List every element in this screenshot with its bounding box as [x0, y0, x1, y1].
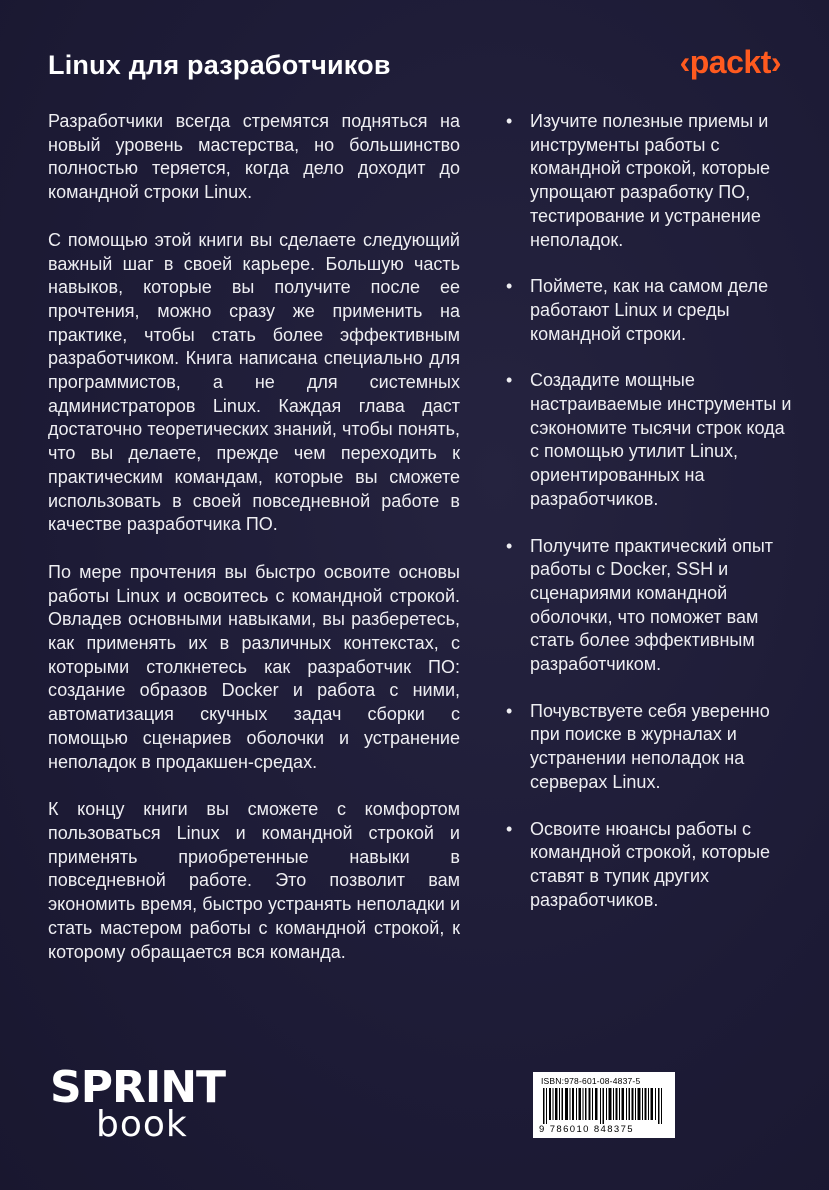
feature-text: Получите практический опыт работы с Docker, SSH и сценариями командной оболочки, что поможет вам стать более эффективным разработчиком.	[530, 535, 773, 675]
feature-text: Создадите мощные настраиваемые инструменты и сэкономите тысячи строк кода с помощью утилит Linux, ориентированных на разработчиков.	[530, 370, 792, 509]
feature-item	[506, 110, 796, 252]
feature-text: Освоите нюансы работы с командной строкой, которые ставят в тупик других разработчиков.	[530, 818, 771, 910]
feature-text: Почувствуете себя уверенно при поиске в журналах и устранении неполадок на серверах Linux.	[530, 700, 770, 792]
bullet-icon: •	[506, 111, 513, 131]
features-list	[506, 110, 796, 935]
description-paragraph: По мере прочтения вы быстро освоите основы работы Linux и освоитесь с командной строкой. Овладев основными навыками, вы разберетесь, как применять их в различных контекстах, с которыми столкнетесь как разработчик ПО: создание образов Docker и работа с ними, автоматизация скучных задач сборки с помощью сценариев оболочки и устранение неполадок в продакшен-средах.	[48, 561, 460, 772]
description-paragraph: Разработчики всегда стремятся подняться на новый уровень мастерства, но большинство полностью теряется, когда дело доходит до командной строки Linux.	[48, 111, 460, 203]
bullet-icon: •	[506, 535, 513, 556]
barcode-digits: 9 786010 848375	[539, 1124, 634, 1135]
imprint-name: SPRINT	[50, 1062, 226, 1113]
imprint-subname: book	[96, 1104, 188, 1145]
description-paragraph: К концу книги вы сможете с комфортом пользоваться Linux и командной строкой и применять приобретенные навыки в повседневной работе. Это позволит вам экономить время, быстро устранять неполадки и стать мастером работы с командной строкой, к которому обращается вся команда.	[48, 799, 460, 962]
barcode-icon	[543, 1088, 665, 1124]
feature-item	[506, 369, 796, 511]
feature-item	[506, 818, 796, 913]
bullet-icon: •	[506, 370, 513, 391]
sprint-book-logo	[50, 1062, 226, 1145]
book-title: Linux для разработчиков	[48, 50, 391, 80]
publisher-logo: ‹packt›	[679, 44, 781, 80]
isbn-barcode	[533, 1072, 675, 1138]
feature-text: Изучите полезные приемы и инструменты работы с командной строкой, которые упрощают разработку ПО, тестирование и устранение неполадок.	[530, 111, 771, 250]
bullet-icon: •	[506, 276, 513, 297]
feature-item	[506, 535, 796, 677]
bullet-icon: •	[506, 700, 513, 721]
description-column	[48, 110, 460, 988]
feature-text: Поймете, как на самом деле работают Linux и среды командной строки.	[530, 276, 769, 344]
feature-item	[506, 275, 796, 346]
isbn-number: ISBN:978-601-08-4837-5	[541, 1076, 641, 1086]
description-paragraph: С помощью этой книги вы сделаете следующий важный шаг в своей карьере. Большую часть навыков, которые вы получите после ее прочтения, можно сразу же применить на практике, чтобы стать более эффективным разработчиком. Книга написана специально для программистов, а не для системных администраторов Linux. Каждая глава даст достаточно теоретических знаний, чтобы понять, что вы делаете, прежде чем переходить к практическим командам, которые вы сможете использовать в своей повседневной работе в качестве разработчика ПО.	[48, 229, 460, 535]
feature-item	[506, 700, 796, 795]
bullet-icon: •	[506, 818, 513, 839]
